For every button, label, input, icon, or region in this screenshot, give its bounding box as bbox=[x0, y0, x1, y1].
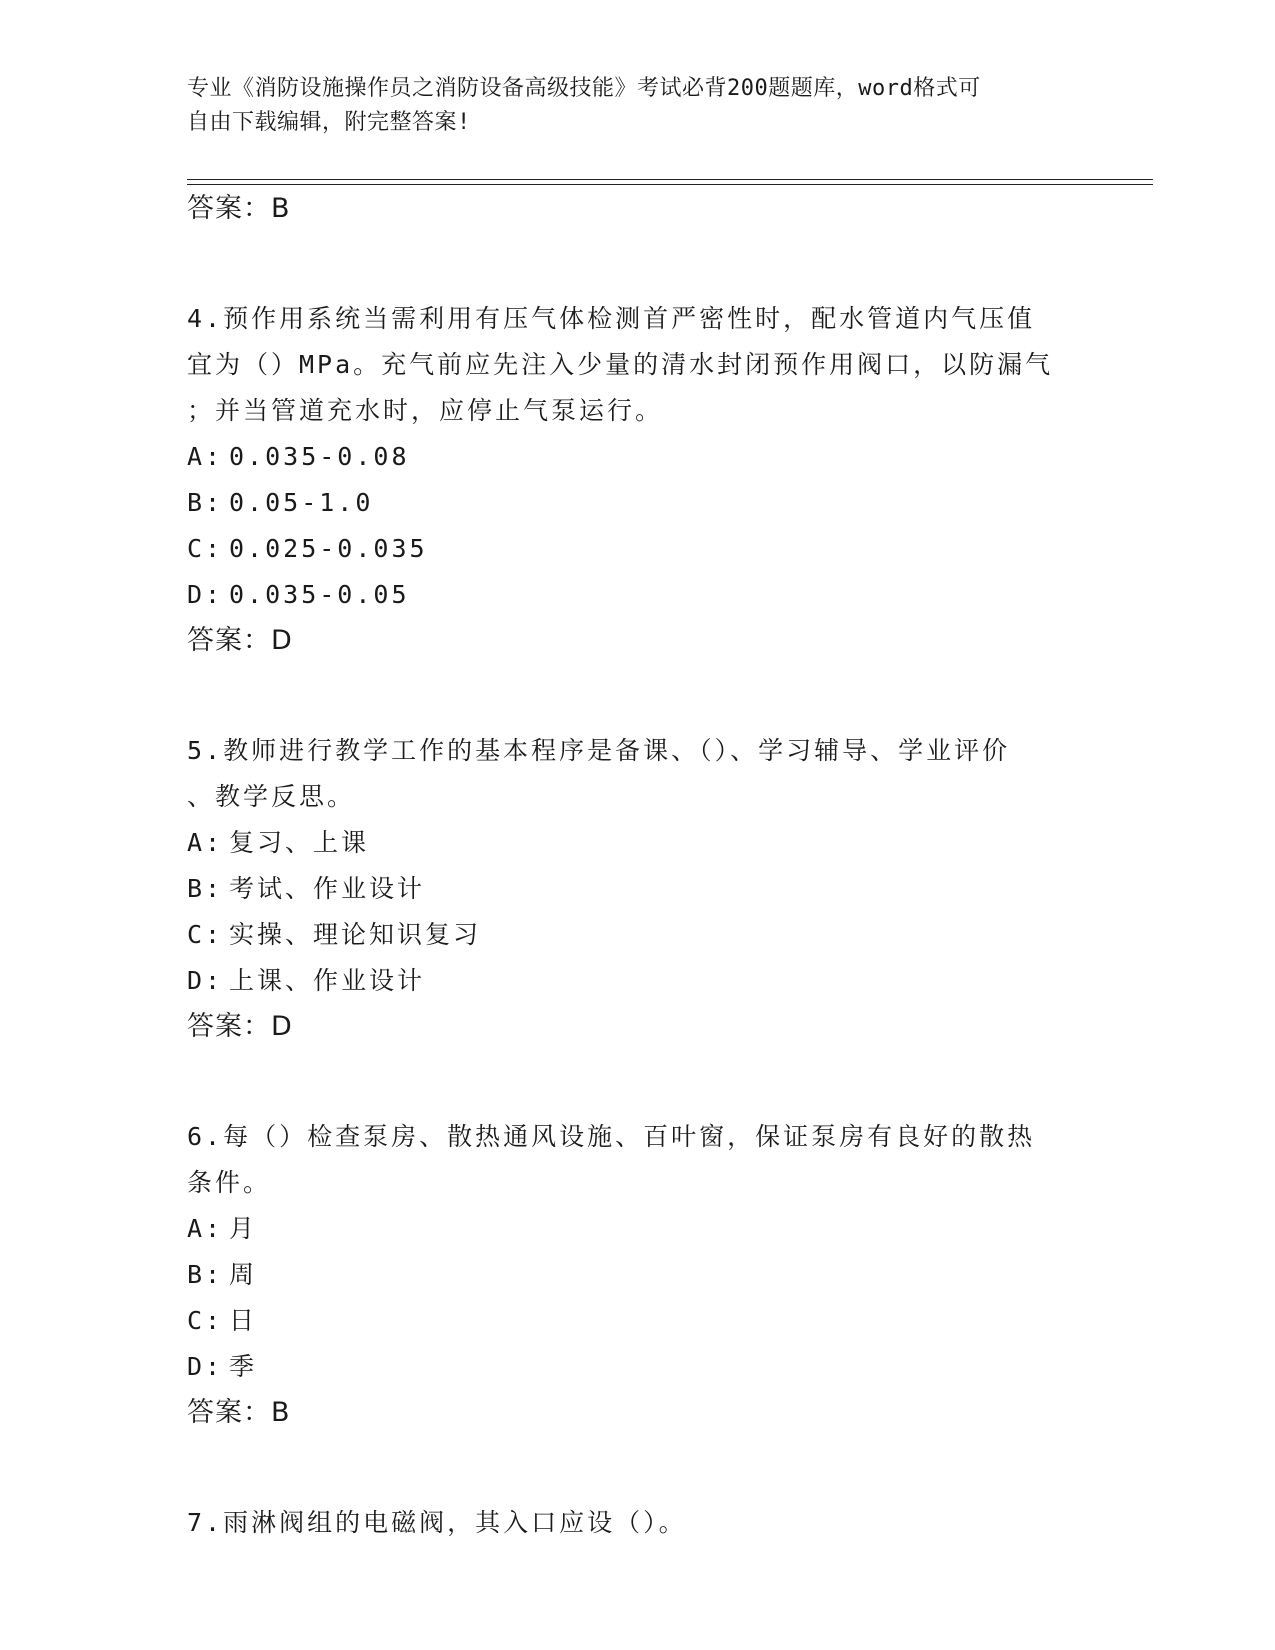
option-text: 周 bbox=[229, 1260, 258, 1289]
answer-option bbox=[187, 526, 1087, 572]
option-text: 0.035-0.08 bbox=[229, 442, 410, 471]
option-text: 上课、作业设计 bbox=[229, 966, 426, 995]
option-letter: B: bbox=[187, 874, 224, 903]
question-stem-line: 宜为（）MPa。充气前应先注入少量的清水封闭预作用阀口，以防漏气 bbox=[187, 350, 1054, 379]
option-letter: B: bbox=[187, 488, 224, 517]
option-text: 0.035-0.05 bbox=[229, 580, 410, 609]
header-divider-top bbox=[187, 179, 1153, 180]
option-letter: B: bbox=[187, 1260, 224, 1289]
option-letter: C: bbox=[187, 1306, 224, 1335]
answer-option bbox=[187, 480, 1087, 526]
option-text: 考试、作业设计 bbox=[229, 874, 426, 903]
previous-answer: 答案：B bbox=[187, 193, 291, 224]
option-letter: A: bbox=[187, 442, 224, 471]
question-stem-line: ；并当管道充水时，应停止气泵运行。 bbox=[187, 396, 664, 425]
header-line-1: 专业《消防设施操作员之消防设备高级技能》考试必背200题题库，word格式可 bbox=[187, 76, 981, 101]
option-letter: D: bbox=[187, 580, 224, 609]
option-text: 实操、理论知识复习 bbox=[229, 920, 482, 949]
answer-key: 答案：D bbox=[187, 1011, 293, 1042]
header-line-2: 自由下载编辑，附完整答案! bbox=[187, 110, 471, 135]
answer-option bbox=[187, 572, 1087, 618]
answer-option bbox=[187, 912, 1087, 958]
question-stem-line: 4.预作用系统当需利用有压气体检测首严密性时，配水管道内气压值 bbox=[187, 304, 1036, 333]
answer-option bbox=[187, 1252, 1087, 1298]
option-text: 复习、上课 bbox=[229, 828, 370, 857]
option-text: 日 bbox=[229, 1306, 258, 1335]
question-block bbox=[187, 296, 1087, 664]
option-letter: A: bbox=[187, 1214, 224, 1243]
option-text: 0.025-0.035 bbox=[229, 534, 428, 563]
option-letter: A: bbox=[187, 828, 224, 857]
header-divider-bottom bbox=[187, 184, 1153, 185]
option-text: 0.05-1.0 bbox=[229, 488, 374, 517]
answer-option bbox=[187, 958, 1087, 1004]
question-stem-line: 5.教师进行教学工作的基本程序是备课、（）、学习辅导、学业评价 bbox=[187, 736, 1011, 765]
answer-option bbox=[187, 1298, 1087, 1344]
question-stem-line: 6.每（）检查泵房、散热通风设施、百叶窗，保证泵房有良好的散热 bbox=[187, 1122, 1036, 1151]
answer-option bbox=[187, 434, 1087, 480]
question-stem-line: 条件。 bbox=[187, 1168, 272, 1197]
answer-option bbox=[187, 1206, 1087, 1252]
option-letter: D: bbox=[187, 1352, 224, 1381]
option-letter: C: bbox=[187, 920, 224, 949]
answer-key: 答案：D bbox=[187, 625, 293, 656]
answer-option bbox=[187, 866, 1087, 912]
option-text: 季 bbox=[229, 1352, 258, 1381]
document-header bbox=[187, 72, 1067, 140]
option-letter: C: bbox=[187, 534, 224, 563]
question-block bbox=[187, 1500, 1087, 1546]
question-stem-line: 、教学反思。 bbox=[187, 782, 356, 811]
answer-option bbox=[187, 820, 1087, 866]
question-block bbox=[187, 728, 1087, 1050]
question-stem-line: 7.雨淋阀组的电磁阀，其入口应设（）。 bbox=[187, 1508, 687, 1537]
option-letter: D: bbox=[187, 966, 224, 995]
answer-key: 答案：B bbox=[187, 1397, 291, 1428]
option-text: 月 bbox=[229, 1214, 258, 1243]
answer-option bbox=[187, 1344, 1087, 1390]
question-list bbox=[187, 186, 1087, 1546]
question-block bbox=[187, 1114, 1087, 1436]
